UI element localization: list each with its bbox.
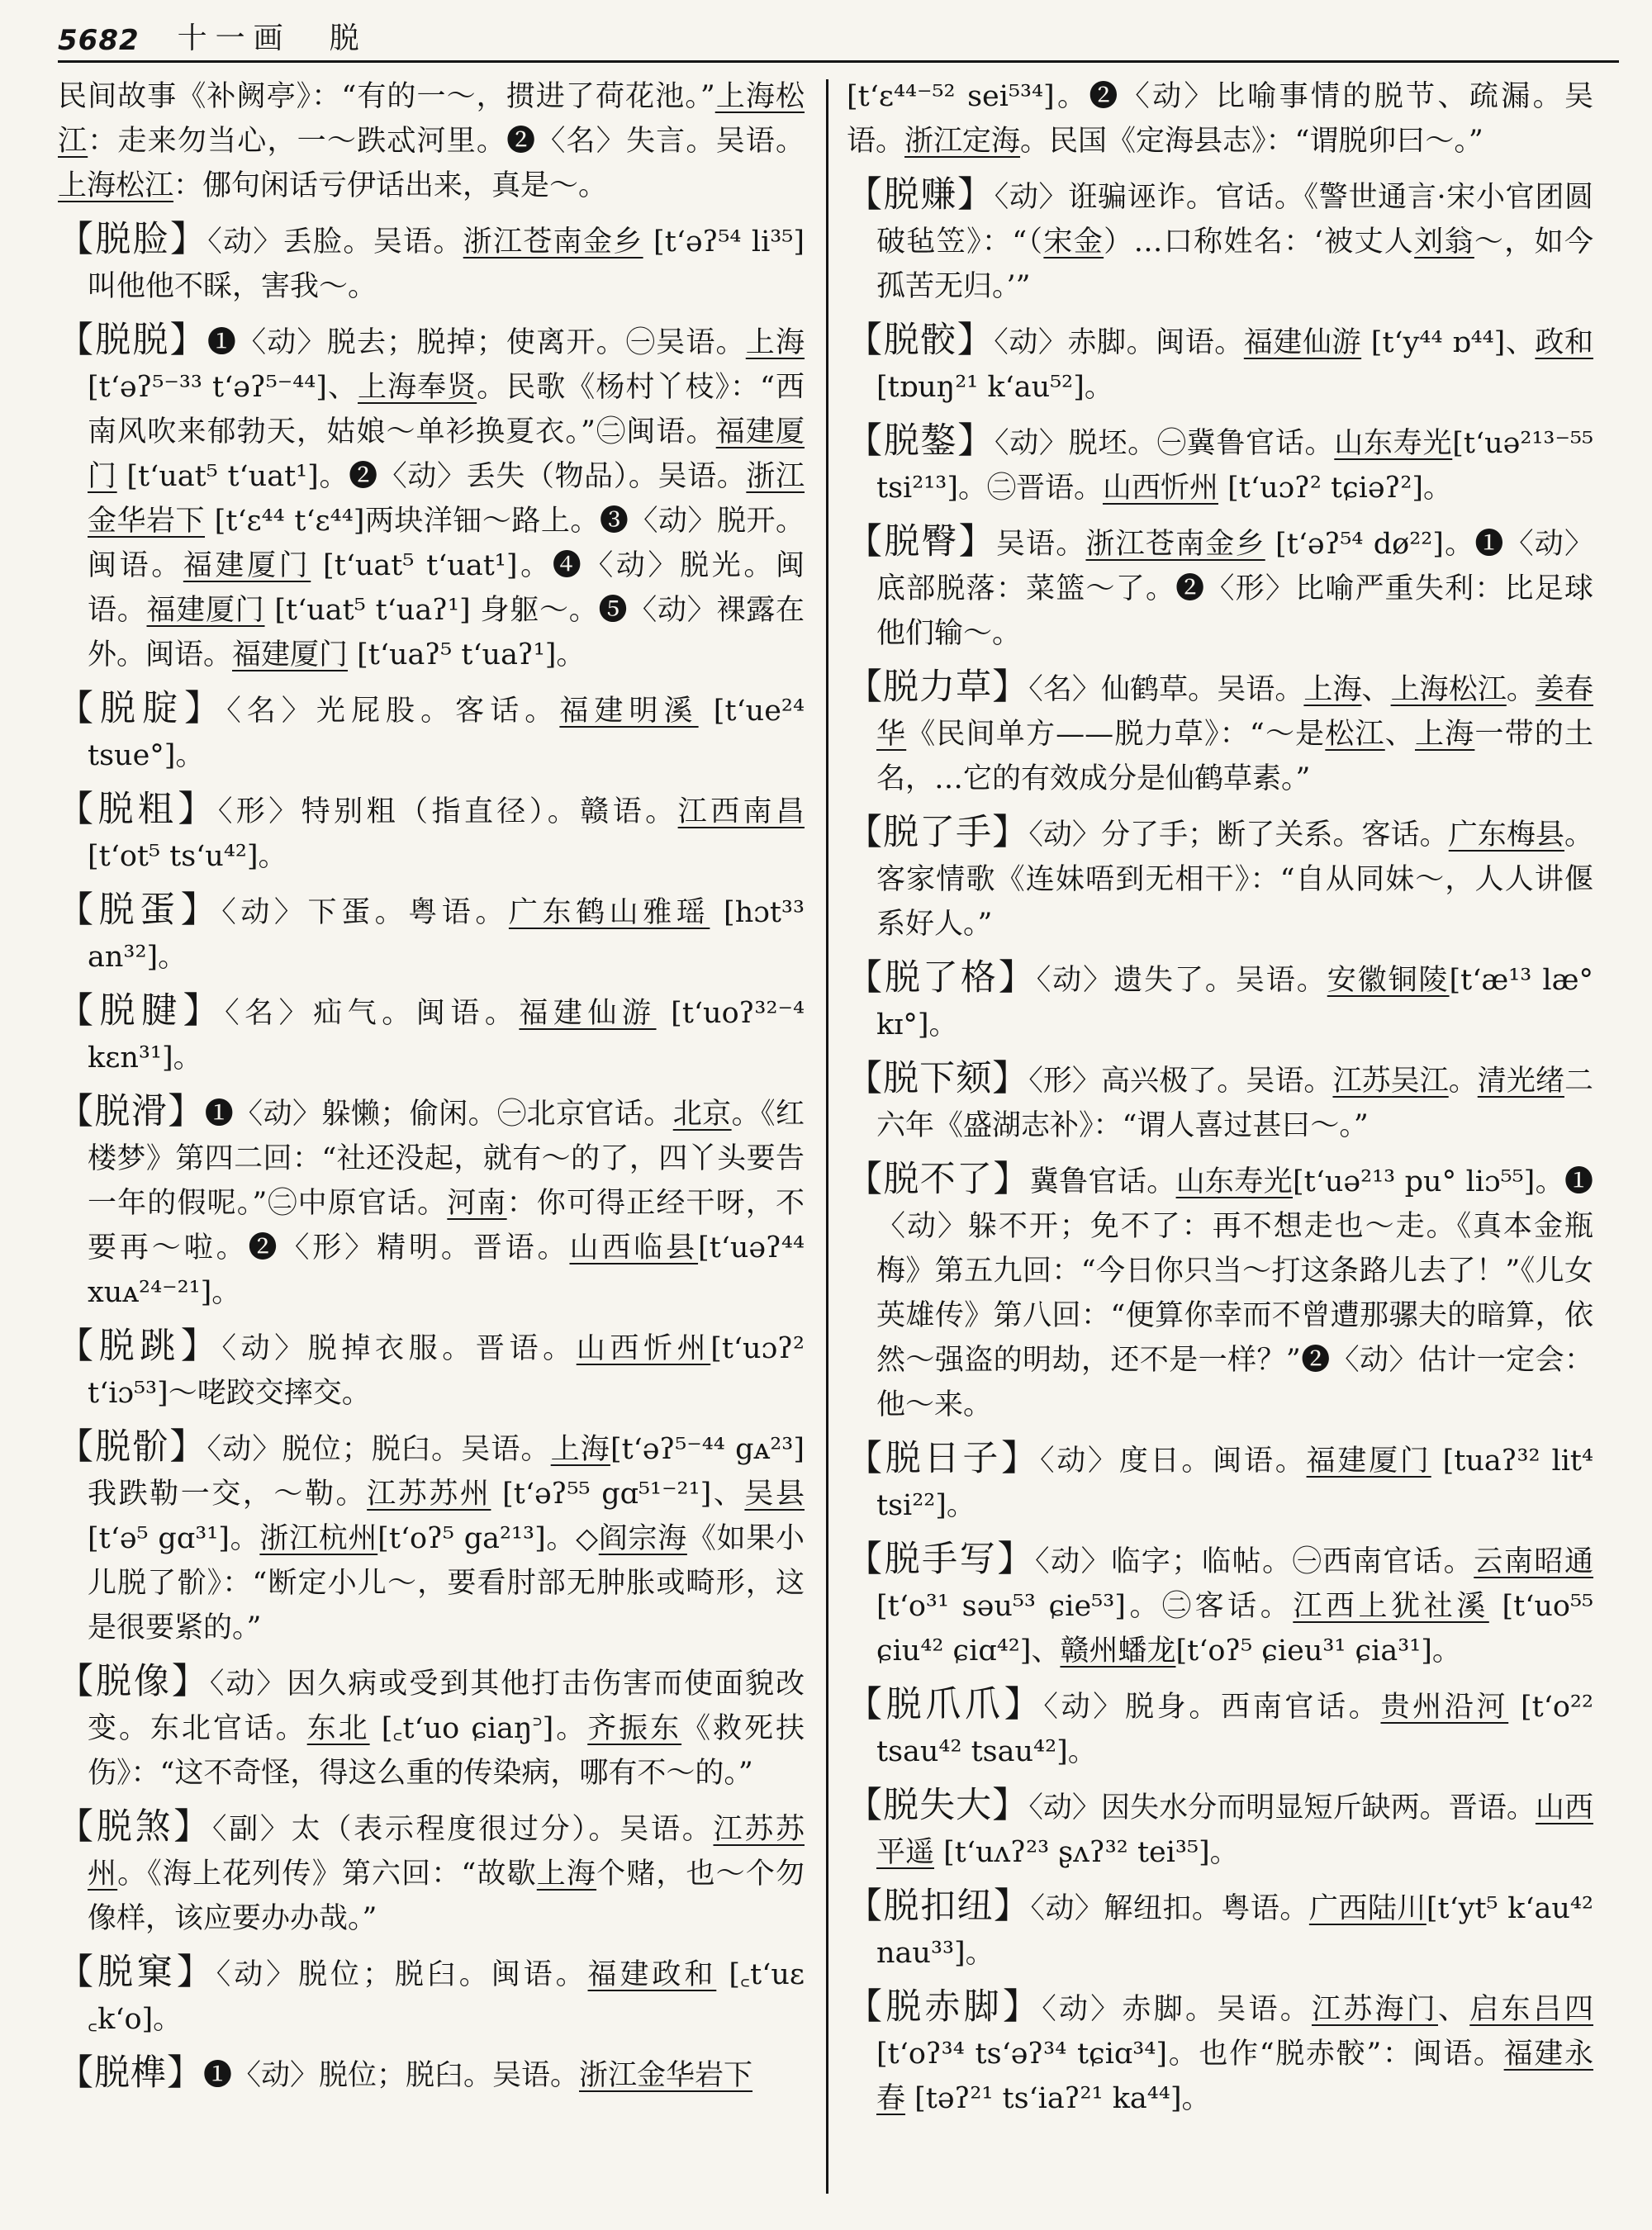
place-name: 上海奉贤 bbox=[358, 371, 477, 404]
dictionary-entry bbox=[58, 1425, 805, 1650]
place-name: 贵州沿河 bbox=[1380, 1691, 1509, 1724]
entry-text: 《救死扶伤》：“这不奇怪，得这么重的传染病，哪有不～的。” bbox=[88, 1712, 805, 1790]
entry-text: [hɔt³³ an³²]。 bbox=[88, 896, 805, 974]
entry-headword: 【脱腚】 bbox=[58, 688, 227, 729]
place-name: 清光绪 bbox=[1477, 1065, 1564, 1098]
place-name: 上海松江 bbox=[58, 80, 805, 158]
entry-text: 吴语。 bbox=[995, 528, 1086, 561]
place-name: 山西忻州 bbox=[576, 1332, 711, 1365]
entry-text: [tuaʔ³² lit⁴ tsi²²]。 bbox=[876, 1445, 1593, 1522]
place-name: 广东鹤山雅瑶 bbox=[508, 896, 710, 929]
entry-headword: 【脱鏊】 bbox=[847, 420, 995, 462]
place-name: 上海 bbox=[536, 1858, 597, 1891]
place-name: 松江 bbox=[1325, 718, 1385, 751]
place-name: 江西南昌 bbox=[677, 795, 805, 828]
place-name: 山东寿光 bbox=[1175, 1165, 1293, 1198]
place-name: 广东梅县 bbox=[1448, 818, 1564, 852]
entry-text: 〈动〉解纽扣。粤语。 bbox=[1030, 1892, 1309, 1925]
entry-text: [tʻəʔ⁵⁴ dø²²]。❶〈动〉底部脱落：菜篮～了。❷〈形〉比喻严重失利：比足球他们输～。 bbox=[876, 528, 1593, 650]
entry-text: ）…口称姓名：‘被丈人 bbox=[1104, 225, 1415, 259]
entry-text: 〈动〉分了手；断了关系。客话。 bbox=[1028, 818, 1449, 852]
entry-text: 。《海上花列传》第六回：“故歇 bbox=[117, 1858, 537, 1891]
place-name: 启东吕四 bbox=[1469, 1993, 1593, 2026]
entry-headword: 【脱了手】 bbox=[847, 812, 1029, 853]
place-name: 福建厦门 bbox=[232, 638, 349, 671]
place-name: 上海 bbox=[550, 1433, 610, 1466]
dictionary-entry bbox=[847, 810, 1593, 947]
place-name: 上海 bbox=[745, 326, 805, 359]
entry-headword: 【脱手写】 bbox=[847, 1539, 1035, 1580]
place-name: 福建仙游 bbox=[519, 997, 657, 1030]
place-name: 浙江苍南金乡 bbox=[1085, 528, 1265, 561]
place-name: 山西临县 bbox=[569, 1231, 699, 1264]
place-name: 阎宗海 bbox=[598, 1522, 687, 1555]
entry-text: ：走来勿当心，一～跌忒河里。❷〈名〉失言。吴语。 bbox=[88, 125, 805, 158]
place-name: 浙江苍南金乡 bbox=[463, 225, 643, 259]
entry-text: [tʻuo⁵⁵ ɕiu⁴² ɕiɑ⁴²]、 bbox=[876, 1590, 1593, 1668]
entry-text: 〈动〉脱位；脱臼。吴语。 bbox=[206, 1433, 551, 1466]
place-name: 福建明溪 bbox=[559, 695, 699, 728]
place-name: 上海 bbox=[1303, 673, 1362, 706]
entry-text: [꜀tʻuɛ ꜀kʻo]。 bbox=[88, 1958, 805, 2036]
entry-text: [tʻot⁵ tsʻu⁴²]。 bbox=[88, 840, 287, 873]
place-name: 福建永春 bbox=[876, 2038, 1593, 2115]
entry-text: [tʻuat⁵ tʻuat¹]。❷〈动〉丢失（物品）。吴语。 bbox=[116, 460, 747, 493]
entry-text: [tʻuat⁵ tʻuaʔ¹] 身躯～。❺〈动〉裸露在外。闽语。 bbox=[88, 594, 805, 671]
entry-headword: 【脱扣纽】 bbox=[847, 1886, 1031, 1927]
dictionary-entry bbox=[58, 787, 805, 879]
page-header bbox=[58, 12, 1619, 63]
dictionary-entry bbox=[847, 1157, 1593, 1427]
entry-headword: 【脱跳】 bbox=[58, 1326, 222, 1367]
entry-headword: 【脱下颏】 bbox=[847, 1058, 1029, 1099]
place-name: 浙江杭州 bbox=[259, 1522, 378, 1555]
dictionary-entry bbox=[847, 173, 1593, 309]
entry-headword: 【脱力草】 bbox=[847, 667, 1029, 708]
entry-text: 〈名〉光屁股。客话。 bbox=[226, 695, 560, 728]
entry-text: [tʻoʔ³⁴ tsʻəʔ³⁴ tɕiɑ³⁴]。也作“脱赤骹”：闽语。 bbox=[876, 2038, 1504, 2071]
entry-text: 。民国《定海县志》：“谓脱卯曰～。” bbox=[1020, 125, 1483, 158]
entry-text: 〈动〉因久病或受到其他打击伤害而使面貌改变。东北官话。 bbox=[88, 1668, 805, 1745]
dictionary-entry bbox=[847, 665, 1593, 801]
place-name: 山西平遥 bbox=[876, 1791, 1593, 1869]
entry-headword: 【脱煞】 bbox=[58, 1806, 212, 1848]
place-name: 政和 bbox=[1535, 326, 1593, 359]
dictionary-entry bbox=[847, 1985, 1593, 2121]
entry-headword: 【脱榫】 bbox=[58, 2052, 203, 2094]
entry-text: [tʻɛ⁴⁴ tʻɛ⁴⁴]两块洋钿～路上。❸〈动〉脱开。闽语。 bbox=[88, 505, 805, 582]
entry-text: [tʻuɔʔ² tɕiəʔ²]。 bbox=[1218, 472, 1453, 505]
dictionary-entry bbox=[58, 318, 805, 677]
dictionary-entry bbox=[847, 520, 1593, 656]
entry-headword: 【脱骹】 bbox=[847, 320, 995, 361]
entry-headword: 【脱失大】 bbox=[847, 1785, 1029, 1826]
entry-text: 《民间单方——脱力草》：“～是 bbox=[906, 718, 1326, 751]
entry-text: 。《红楼梦》第四二回：“社还没起，就有～的了，四丫头要告一年的假呢。”㊁中原官话。 bbox=[88, 1098, 805, 1220]
entry-text: [tʻo³¹ səu⁵³ ɕie⁵³]。㊁客话。 bbox=[876, 1590, 1294, 1623]
dictionary-entry bbox=[58, 1950, 805, 2042]
entry-text: [tʻoʔ⁵ ga²¹³]。◇ bbox=[377, 1522, 599, 1555]
entry-text: 。 bbox=[1448, 1065, 1478, 1098]
entry-text: 、 bbox=[1437, 1993, 1470, 2026]
place-name: 江西上犹社溪 bbox=[1293, 1590, 1489, 1623]
entry-text: 〈动〉脱坯。㊀冀鲁官话。 bbox=[994, 427, 1335, 460]
entry-text: [tʻəʔ⁵⁻³³ tʻəʔ⁵⁻⁴⁴]、 bbox=[88, 371, 358, 404]
entry-headword: 【脱了格】 bbox=[847, 957, 1037, 999]
entry-text: 。 bbox=[1506, 673, 1536, 706]
place-name: 浙江金华岩下 bbox=[579, 2059, 753, 2092]
entry-text: 冀鲁官话。 bbox=[1029, 1165, 1176, 1198]
place-name: 福建仙游 bbox=[1243, 326, 1362, 359]
entry-text: ：你可得正经干呀，不要再～啦。❷〈形〉精明。晋语。 bbox=[88, 1187, 805, 1264]
entry-text: [tʻə⁵ gɑ³¹]。 bbox=[88, 1522, 260, 1555]
place-name: 云南昭通 bbox=[1474, 1545, 1593, 1578]
entry-headword: 【脱日子】 bbox=[847, 1438, 1040, 1479]
entry-text: [tʻuə²¹³ pu° liɔ⁵⁵]。❶〈动〉躲不开；免不了：再不想走也～走。《真本金瓶梅》第五九回：“今日你只当～打这条路儿去了！”《儿女英雄传》第八回：“便算你幸而不曾遭那骡夫的暗算，依然～强盗的明劫，还不是一样？”❷〈动〉估计一定会：他～来。 bbox=[876, 1165, 1593, 1421]
dictionary-columns bbox=[58, 69, 1619, 2217]
entry-text: 《如果小儿脱了骱》：“断定小儿～，要看肘部无肿胀或畸形，这是很要紧的。” bbox=[88, 1522, 805, 1644]
entry-text: [tʻəʔ⁵⁻⁴⁴ gᴀ²³] 我跌勒一交，～勒。 bbox=[88, 1433, 805, 1511]
entry-text: ❶〈动〉脱位；脱臼。吴语。 bbox=[203, 2059, 580, 2092]
entry-text: [tʻuat⁵ tʻuat¹]。❹〈动〉脱光。闽语。 bbox=[88, 549, 805, 627]
entry-text: 〈形〉高兴极了。吴语。 bbox=[1028, 1065, 1333, 1098]
place-name: 江苏吴江 bbox=[1332, 1065, 1449, 1098]
dictionary-entry bbox=[58, 2051, 805, 2098]
place-name: 刘翁 bbox=[1414, 225, 1474, 259]
entry-text: 〈动〉诳骗诬诈。官话。《警世通言·宋小官团圆破毡笠》：“（ bbox=[876, 181, 1593, 259]
entry-text: 〈名〉仙鹤草。吴语。 bbox=[1028, 673, 1304, 706]
dictionary-entry bbox=[58, 686, 805, 778]
left-column bbox=[58, 69, 826, 2217]
place-name: 上海松江 bbox=[1390, 673, 1507, 706]
entry-text: [tʻo²² tsau⁴² tsau⁴²]。 bbox=[876, 1691, 1593, 1768]
dictionary-entry bbox=[847, 1436, 1593, 1528]
entry-text: [tʻuə²¹³⁻⁵⁵ tsi²¹³]。㊁晋语。 bbox=[876, 427, 1593, 505]
dictionary-entry bbox=[847, 1056, 1593, 1148]
place-name: 姜春华 bbox=[876, 673, 1593, 751]
entry-text: 〈形〉特别粗（指直径）。赣语。 bbox=[217, 795, 678, 828]
place-name: 江苏苏州 bbox=[367, 1478, 491, 1511]
place-name: 浙江金华岩下 bbox=[88, 460, 805, 538]
place-name: 东北 bbox=[306, 1712, 370, 1745]
entry-headword: 【脱滑】 bbox=[58, 1091, 205, 1132]
entry-text: ❶〈动〉躲懒；偷闲。㊀北京官话。 bbox=[204, 1098, 673, 1131]
dictionary-entry bbox=[58, 217, 805, 309]
entry-headword: 【脱臀】 bbox=[847, 521, 996, 562]
entry-text: [tʻuaʔ⁵ tʻuaʔ¹]。 bbox=[348, 638, 586, 671]
place-name: 广西陆川 bbox=[1308, 1892, 1427, 1925]
entry-headword: 【脱像】 bbox=[58, 1661, 210, 1702]
entry-text: 、 bbox=[1361, 673, 1391, 706]
entry-text: [tʻuəʔ⁴⁴ xuᴀ²⁴⁻²¹]。 bbox=[88, 1231, 805, 1309]
dictionary-entry bbox=[847, 1783, 1593, 1875]
entry-text: 、 bbox=[1384, 718, 1415, 751]
entry-text: [꜀tʻuo ɕiaŋ꜄]。 bbox=[369, 1712, 588, 1745]
place-name: 江苏海门 bbox=[1311, 1993, 1438, 2026]
entry-text: [tʻəʔ⁵⁵ gɑ⁵¹⁻²¹]、 bbox=[491, 1478, 745, 1511]
entry-headword: 【脱腱】 bbox=[58, 990, 225, 1032]
entry-text: ：㑚句闲话亏伊话出来，真是～。 bbox=[173, 169, 608, 202]
entry-text: [tʻuɔʔ² tʻiɔ⁵³]～咾跤交摔交。 bbox=[88, 1332, 805, 1410]
place-name: 江苏苏州 bbox=[88, 1813, 805, 1891]
dictionary-entry bbox=[58, 888, 805, 980]
page-number: 5682 bbox=[58, 24, 140, 57]
dictionary-entry bbox=[58, 989, 805, 1080]
entry-text: [tʻuoʔ³²⁻⁴ kɛn³¹]。 bbox=[88, 997, 805, 1075]
entry-text: [tʻy⁴⁴ ɒ⁴⁴]、 bbox=[1361, 326, 1536, 359]
place-name: 福建厦门 bbox=[146, 594, 265, 627]
entry-text: 〈动〉丢脸。吴语。 bbox=[207, 225, 463, 259]
entry-headword: 【脱粗】 bbox=[58, 789, 218, 830]
entry-text: 民间故事《补阙亭》：“有的一～，掼进了荷花池。” bbox=[58, 80, 715, 113]
dictionary-entry bbox=[847, 74, 1593, 164]
entry-headword: 【脱蛋】 bbox=[58, 890, 222, 931]
entry-text: 〈动〉脱位；脱臼。闽语。 bbox=[216, 1958, 588, 1991]
entry-text: 。民歌《杨村丫枝》：“西南风吹来郁勃天，姑娘～单衫换夏衣。”㊁闽语。 bbox=[88, 371, 805, 448]
place-name: 山西忻州 bbox=[1102, 472, 1218, 505]
dictionary-entry bbox=[58, 1805, 805, 1941]
entry-text: 〈副〉太（表示程度很过分）。吴语。 bbox=[211, 1813, 714, 1846]
entry-text: [təʔ²¹ tsʻiaʔ²¹ ka⁴⁴]。 bbox=[905, 2082, 1211, 2115]
entry-text: 〈动〉脱掉衣服。晋语。 bbox=[221, 1332, 577, 1365]
entry-text: 二六年《盛湖志补》：“谓人喜过甚曰～。” bbox=[876, 1065, 1593, 1142]
place-name: 福建厦门 bbox=[183, 549, 311, 582]
entry-text: [tʻue²⁴ tsue°]。 bbox=[88, 695, 805, 772]
entry-text: 〈动〉赤脚。闽语。 bbox=[994, 326, 1244, 359]
right-column bbox=[828, 69, 1597, 2217]
entry-text: ❶〈动〉脱去；脱掉；使离开。㊀吴语。 bbox=[206, 326, 746, 359]
entry-text: 〈动〉遗失了。吴语。 bbox=[1036, 964, 1327, 997]
entry-text: [tʻɛ⁴⁴⁻⁵² sei⁵³⁴]。❷〈动〉比喻事情的脱节、疏漏。吴语。 bbox=[847, 80, 1593, 158]
dictionary-entry bbox=[847, 419, 1593, 510]
entry-headword: 【脱窠】 bbox=[58, 1952, 216, 1993]
dictionary-entry bbox=[58, 1089, 805, 1315]
entry-text: ～，如今孤苦无归。’” bbox=[876, 225, 1593, 303]
place-name: 浙江定海 bbox=[904, 125, 1021, 158]
place-name: 福建厦门 bbox=[88, 415, 805, 493]
place-name: 安徽铜陵 bbox=[1327, 964, 1450, 997]
dictionary-entry bbox=[847, 1884, 1593, 1976]
dictionary-entry bbox=[847, 318, 1593, 410]
entry-headword: 【脱赚】 bbox=[847, 174, 995, 216]
entry-text: [tʻəʔ⁵⁴ li³⁵] 叫他他不睬，害我～。 bbox=[88, 225, 805, 303]
place-name: 宋金 bbox=[1043, 225, 1104, 259]
entry-headword: 【脱脸】 bbox=[58, 219, 208, 260]
place-name: 齐振东 bbox=[587, 1712, 682, 1745]
dictionary-entry bbox=[847, 1682, 1593, 1774]
place-name: 上海 bbox=[1414, 718, 1475, 751]
place-name: 山东寿光 bbox=[1334, 427, 1453, 460]
entry-text: 〈动〉赤脚。吴语。 bbox=[1042, 1993, 1312, 2026]
entry-headword: 【脱赤脚】 bbox=[847, 1986, 1042, 2028]
entry-text: [tʻuʌʔ²³ ʂʌʔ³² tei³⁵]。 bbox=[934, 1836, 1239, 1869]
entry-text: 〈动〉度日。闽语。 bbox=[1039, 1445, 1307, 1478]
place-name: 吴县 bbox=[744, 1478, 805, 1511]
entry-text: [tʻyt⁵ kʻau⁴² nau³³]。 bbox=[876, 1892, 1593, 1970]
entry-headword: 【脱爪爪】 bbox=[847, 1684, 1044, 1725]
entry-text: [tʻæ¹³ læ° kɪ°]。 bbox=[876, 964, 1593, 1041]
section-title: 十一画 脱 bbox=[177, 21, 368, 55]
place-name: 福建政和 bbox=[587, 1958, 717, 1991]
dictionary-entry bbox=[847, 956, 1593, 1047]
place-name: 上海松江 bbox=[58, 169, 174, 202]
place-name: 福建厦门 bbox=[1306, 1445, 1431, 1478]
entry-text: 个赌，也～个勿像样，该应要办办哉。” bbox=[88, 1858, 805, 1935]
entry-text: 。客家情歌《连妹唔到无相干》：“自从同妹～，人人讲偃系好人。” bbox=[876, 818, 1593, 941]
entry-headword: 【脱不了】 bbox=[847, 1159, 1030, 1200]
entry-headword: 【脱脱】 bbox=[58, 320, 207, 361]
entry-text: 一带的土名，…它的有效成分是仙鹤草素。” bbox=[876, 718, 1593, 795]
entry-text: [tʻoʔ⁵ ɕieu³¹ ɕia³¹]。 bbox=[1175, 1635, 1461, 1668]
dictionary-entry bbox=[58, 1324, 805, 1416]
entry-text: 〈动〉下蛋。粤语。 bbox=[221, 896, 509, 929]
place-name: 河南 bbox=[447, 1187, 507, 1220]
entry-headword: 【脱骱】 bbox=[58, 1426, 207, 1468]
entry-text: 〈动〉脱身。西南官话。 bbox=[1043, 1691, 1381, 1724]
place-name: 北京 bbox=[672, 1098, 732, 1131]
entry-text: 〈名〉疝气。闽语。 bbox=[225, 997, 520, 1030]
dictionary-entry bbox=[58, 1659, 805, 1796]
entry-text: 〈动〉临字；临帖。㊀西南官话。 bbox=[1034, 1545, 1474, 1578]
dictionary-entry bbox=[847, 1537, 1593, 1673]
dictionary-entry bbox=[58, 74, 805, 208]
place-name: 赣州蟠龙 bbox=[1060, 1635, 1176, 1668]
entry-text: [tɒuŋ²¹ kʻau⁵²]。 bbox=[876, 371, 1113, 404]
entry-text: 〈动〉因失水分而明显短斤缺两。晋语。 bbox=[1028, 1791, 1536, 1824]
